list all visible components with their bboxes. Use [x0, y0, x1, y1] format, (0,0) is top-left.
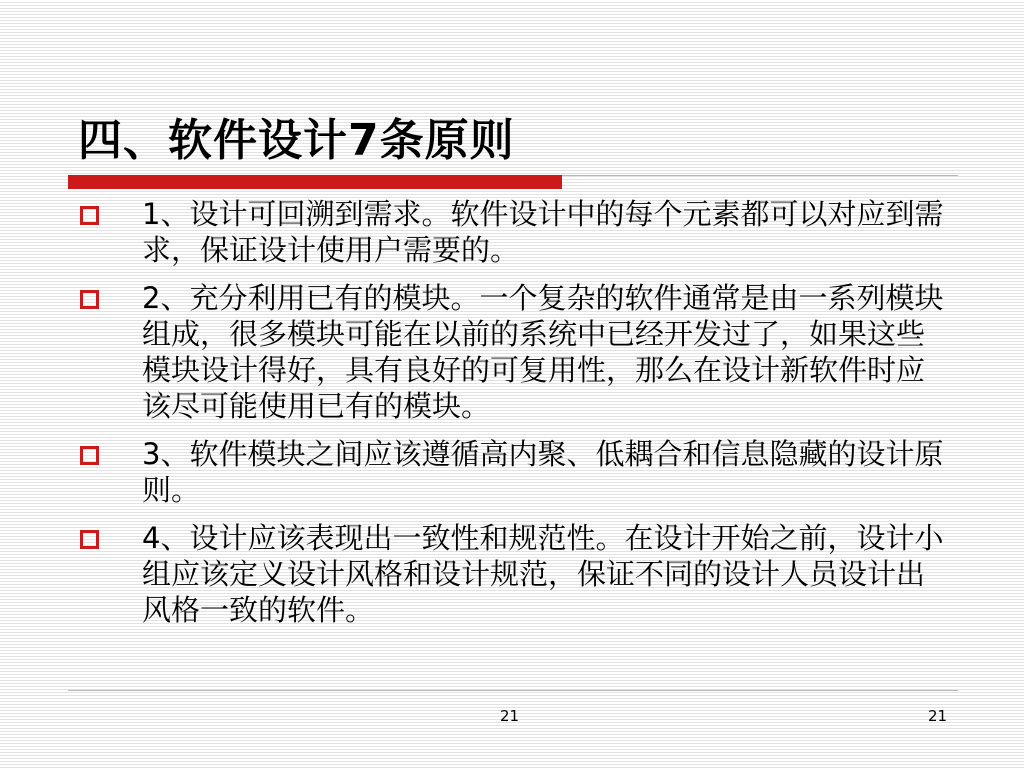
bullet-list — [78, 196, 948, 640]
title-accent-bar — [68, 175, 562, 189]
footer-center-text: 21 — [500, 707, 520, 725]
hollow-square-icon — [80, 446, 99, 465]
title-divider-line — [562, 175, 958, 176]
footer-divider-line — [68, 690, 958, 691]
page-number: 21 — [928, 707, 948, 725]
hollow-square-icon — [80, 206, 99, 225]
bullet-item — [78, 520, 948, 628]
slide-title: 四、软件设计7条原则 — [78, 115, 515, 166]
bullet-text: 3、软件模块之间应该遵循高内聚、低耦合和信息隐藏的设计原则。 — [142, 437, 944, 507]
bullet-text: 4、设计应该表现出一致性和规范性。在设计开始之前，设计小组应该定义设计风格和设计规范，保证不同的设计人员设计出风格一致的软件。 — [142, 521, 944, 627]
bullet-text: 1、设计可回溯到需求。软件设计中的每个元素都可以对应到需求，保证设计使用户需要的。 — [142, 197, 944, 267]
bullet-item — [78, 436, 948, 508]
bullet-item — [78, 280, 948, 424]
bullet-item — [78, 196, 948, 268]
hollow-square-icon — [80, 290, 99, 309]
hollow-square-icon — [80, 530, 99, 549]
bullet-text: 2、充分利用已有的模块。一个复杂的软件通常是由一系列模块组成，很多模块可能在以前的系统中已经开发过了，如果这些模块设计得好，具有良好的可复用性，那么在设计新软件时应该尽可能使用已有的模块。 — [142, 281, 944, 423]
